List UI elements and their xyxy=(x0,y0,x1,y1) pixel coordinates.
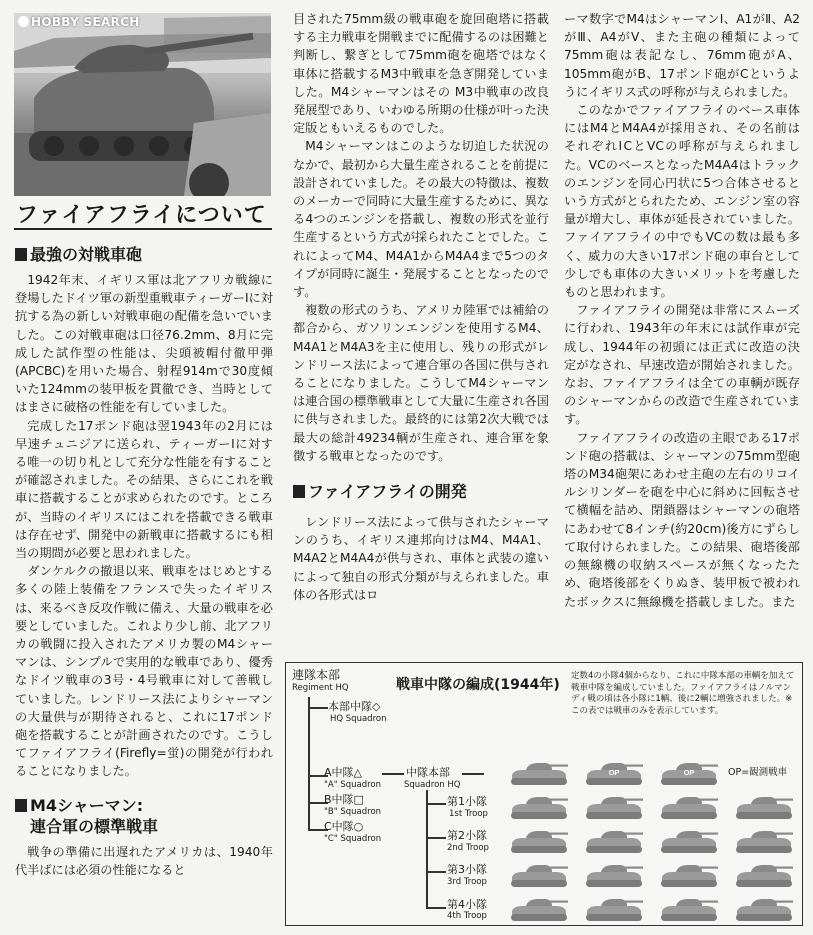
troop-branch-2 xyxy=(426,837,446,839)
a-to-sqhq-line xyxy=(382,773,404,775)
op-tank-icon xyxy=(658,759,720,787)
c-squadron-label: C中隊○ xyxy=(324,820,364,833)
diagram-note: 定数4の小隊4個からなり、これに中隊本部の車輌を加えて戦車中隊を編成していました。ファイアフライはノルマンディ戦の頃は各小隊に1輌、後に2輌に増強されました。※この表では戦車のみを表示しています。 xyxy=(571,671,795,716)
troop-branch-4 xyxy=(426,907,446,909)
hobby-search-watermark xyxy=(18,15,140,29)
paragraph: 戦争の準備に出遅れたアメリカは、1940年代半ばには必須の性能になると xyxy=(15,844,273,877)
tree-trunk-line xyxy=(308,697,310,829)
troop-3-label: 第3小隊 xyxy=(447,863,487,876)
squadron-hq-english: Squadron HQ xyxy=(404,780,461,790)
paragraph: 目された75mm級の戦車砲を旋回砲塔に搭載する主力戦車を開戦までに配備するのは困難と判断し、繋ぎとして75mm砲を砲塔ではなく車体に搭載するM3中戦車を急ぎ開発していました。M4シャーマンはその M3中戦車の改良発展型であり、いわゆる所期の仕様が叶った決定版ともいえるものでした。 xyxy=(293,12,549,136)
tank-icon xyxy=(508,895,570,923)
tank-icon xyxy=(583,895,645,923)
troop-1-label: 第1小隊 xyxy=(447,795,487,808)
page-title: ファイアフライについて xyxy=(16,203,267,228)
paragraph: 複数の形式のうち、アメリカ陸軍では補給の都合から、ガソリンエンジンを使用するM4、M4A1とM4A3を主に使用し、残りの形式がレンドリース法によって連合軍の各国に供与されることになりました。こうしてM4シャーマンは連合国の標準戦車として大量に生産され各国に供与されました。最終的には第2次大戦では最大の総計49234輌が生産され、連合軍を象徴する戦車となったのです。 xyxy=(293,303,549,463)
sherman-photo xyxy=(14,13,271,196)
paragraph: ファイアフライの改造の主眼である17ポンド砲の搭載は、シャーマンの75mm型砲塔のM34砲架にあわせ主砲の左右のリコイルシリンダーを砲を中心に斜めに回転させて横幅を詰め、閉鎖器はシャーマンの砲塔にあわせて8インチ(約20cm)後方にずらして取付けられました。この結果、砲塔後部の無線機の収納スペースが無くなったため、砲塔後部をくりぬき、装甲板で被われたボックスに無線機を搭載しました。また xyxy=(564,430,800,609)
section-heading-strongest-at-gun: 最強の対戦車砲 xyxy=(15,244,273,266)
regiment-hq-english: Regiment HQ xyxy=(292,683,349,693)
troop-3-english: 3rd Troop xyxy=(447,877,487,887)
troop-2-label: 第2小隊 xyxy=(447,829,487,842)
section-heading-m4-sherman: M4シャーマン: 連合軍の標準戦車 xyxy=(15,795,273,837)
troop-branch-3 xyxy=(426,871,446,873)
tank-icon xyxy=(508,861,570,889)
paragraph: このなかでファイアフライのベース車体にはM4とM4A4が採用され、その名前はそれぞれⅠCとVCの呼称が与えられました。VCのベースとなったM4A4はトラックのエンジンを同心円状に5つ合体させるという方式がとられたため、エンジン室の容量が増大し、車体が延長されていました。ファイアフライの中でもVCの数は最も多く、威力の大きい17ポンド砲の車台として少しでも車体の大きいメリットを考慮したものと思われます。 xyxy=(564,103,800,300)
tank-icon xyxy=(658,793,720,821)
heading-square-icon xyxy=(15,248,27,261)
tank-icon xyxy=(658,861,720,889)
squadron-hq-label: 中隊本部 xyxy=(406,766,450,779)
paragraph: ーマ数字でM4はシャーマンⅠ、A1がⅡ、A2がⅢ、A4がⅤ、また主砲の種類によって75mm砲は表記なし、76mm砲がA、105mm砲がB、17ポンド砲がCというようにイギリス式の呼称が与えられました。 xyxy=(564,12,800,99)
troop-1-english: 1st Troop xyxy=(449,809,488,819)
op-tank-icon xyxy=(583,759,645,787)
watermark-text: HOBBY SEARCH xyxy=(31,15,140,29)
title-underline xyxy=(14,228,272,230)
squadron-organization-diagram xyxy=(285,662,803,926)
heading-square-icon xyxy=(15,799,27,812)
paragraph: ファイアフライの開発は非常にスムーズに行われ、1943年の年末には試作車が完成し、1944年の初頭には正式に改造の決定がなされ、早速改造が開始されました。なお、ファイアフライは全ての車輌が既存のシャーマンからの改造で生産されています。 xyxy=(564,303,800,427)
svg-text:OP: OP xyxy=(608,768,620,777)
tank-icon xyxy=(733,827,795,855)
svg-text:OP: OP xyxy=(683,768,695,777)
tank-icon xyxy=(508,759,570,787)
tank-icon xyxy=(583,861,645,889)
column-2 xyxy=(293,10,549,604)
b-squadron-label: B中隊□ xyxy=(324,793,364,806)
paragraph: 1942年末、イギリス軍は北アフリカ戦線に登場したドイツ軍の新型重戦車ティーガーⅠに対抗する為の新しい対戦車砲の配備を急いでいました。この対戦車砲は口径76.2mm、8月に完成した試作型の性能は、尖頭被帽付徹甲弾(APCBC)を用いた場合、射程914mで30度傾いた124mmの装甲板を貫徹でき、当時としてはまさに破格の性能を有していました。 xyxy=(15,273,273,415)
column-1 xyxy=(15,244,273,879)
b-squadron-english: "B" Squadron xyxy=(324,807,382,817)
section-heading-firefly-development: ファイアフライの開発 xyxy=(293,481,549,503)
paragraph: M4シャーマンはこのような切迫した状況のなかで、最初から大量生産されることを前提に設計されていました。その最大の特徴は、複数のメーカーで同時に大量生産するために、異なる4つのエンジンを搭載し、複数の形式を並行生産するという方式が採られたことでした。これによってM4、M4A1からM4A4まで5つのタイプが同時に誕生・発展することとなったのです。 xyxy=(293,139,549,300)
hq-squadron-english: HQ Squadron xyxy=(330,714,387,724)
heading-square-icon xyxy=(293,485,305,498)
sherman-tank-image xyxy=(14,13,271,196)
tank-icon xyxy=(508,793,570,821)
paragraph: 完成した17ポンド砲は翌1943年の2月には早速チュニジアに送られ、ティーガーⅠに対する唯一の切り札として充分な性能を有することが確認されました。その結果、さらにこれを戦車に搭載することが求められたのです。ところが、当時のイギリスにはこれを搭載できる戦車は存在せず、開発中の新戦車に搭載するにも相当の期間が必要と思われました。 xyxy=(15,418,273,561)
tank-icon xyxy=(733,793,795,821)
regiment-hq-label: 連隊本部 xyxy=(292,668,341,682)
hq-squadron-label: 本部中隊◇ xyxy=(328,700,381,713)
op-legend: OP=観測戦車 xyxy=(728,767,788,778)
troop-2-english: 2nd Troop xyxy=(447,843,489,853)
a-squadron-label: A中隊△ xyxy=(324,766,362,779)
tank-icon xyxy=(583,827,645,855)
tree-branch-hq xyxy=(308,707,328,709)
troop-trunk-line xyxy=(426,790,428,908)
troop-branch-1 xyxy=(426,803,446,805)
c-squadron-english: "C" Squadron xyxy=(324,834,382,844)
tank-icon xyxy=(508,827,570,855)
watermark-logo-icon xyxy=(18,16,29,27)
troop-4-english: 4th Troop xyxy=(447,911,487,921)
tank-icon xyxy=(733,861,795,889)
column-3 xyxy=(564,10,800,611)
tank-icon xyxy=(583,793,645,821)
troop-4-label: 第4小隊 xyxy=(447,898,487,911)
paragraph: レンドリース法によって供与されたシャーマンのうち、イギリス連邦向けはM4、M4A1、M4A2とM4A4が供与され、車体と武装の違いによって独自の形式分類が与えられました。車体の各形式はロ xyxy=(293,515,549,602)
tank-icon xyxy=(658,827,720,855)
tank-icon xyxy=(658,895,720,923)
paragraph: ダンケルクの撤退以来、戦車をはじめとする多くの陸上装備をフランスで失ったイギリスは、来るべき反攻作戦に備え、大量の戦車を必要としていました。これより少し前、北アフリカの戦闘に投入されたアメリカ製のM4シャーマンは、シンプルで実用的な戦車であり、優秀なドイツ戦車の3号・4号戦車に対して善戦していました。レンドリース法によりシャーマンの大量供与が期待されると、これに17ポンド砲を搭載することが計画されたのです。こうしてファイアフライ(Firefly=蛍)の開発が行われることになりました。 xyxy=(15,564,273,779)
diagram-title: 戦車中隊の編成(1944年) xyxy=(396,677,560,693)
a-squadron-english: "A" Squadron xyxy=(324,780,382,790)
sqhq-to-tanks-line xyxy=(462,773,484,775)
tank-icon xyxy=(733,895,795,923)
